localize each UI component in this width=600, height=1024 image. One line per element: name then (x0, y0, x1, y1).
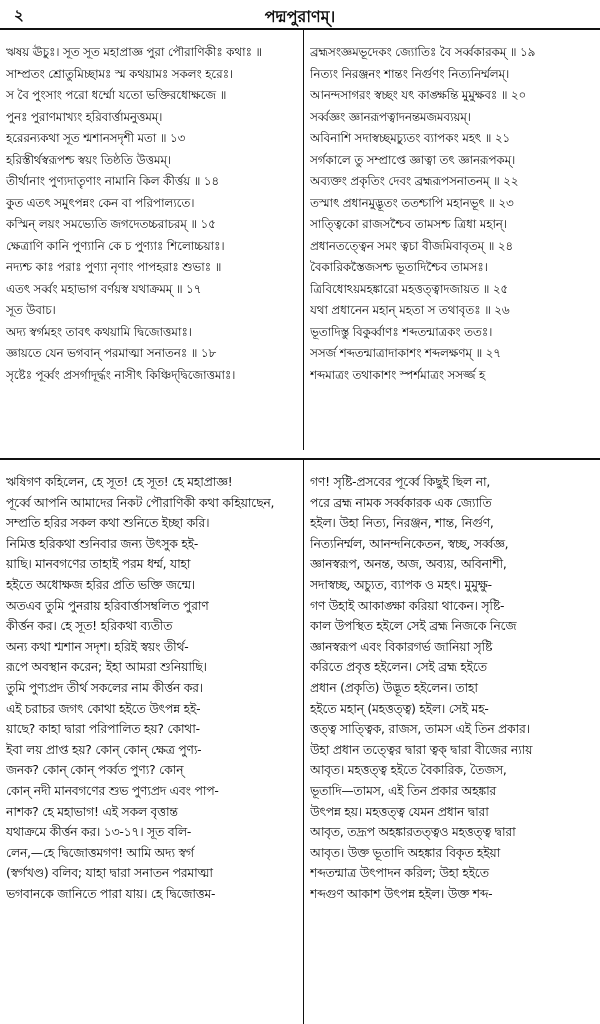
translation-line: এই চরাচর জগৎ কোথা হইতে উৎপন্ন হই- (6, 701, 201, 716)
translation-line: নিমিত্ত হরিকথা শুনিবার জন্য উৎসুক হই- (6, 536, 199, 551)
column-divider-bottom (303, 460, 304, 1024)
verse-line: যথা প্রধানেন মহান্‌ মহতা স তথাবৃতঃ ॥ ২৬ (310, 303, 510, 317)
verse-line: কুত এতৎ সমুৎপন্নং কেন বা পরিপাল্যতে। (6, 195, 195, 210)
translation-line: নিত্যনির্ম্মল, আনন্দনিকেতন, স্বচ্ছ, সর্ব্বজ্ঞ, (310, 536, 509, 551)
translation-line: প্রধান (প্রকৃতি) উদ্ভূত হইলেন। তাহা (310, 680, 478, 695)
verse-line: ঋষয় ঊচুঃ। সূত সূত মহাপ্রাজ্ঞ পুরা পৌরাণিকীঃ কথাঃ ॥ (6, 45, 263, 59)
translation-line: উৎপন্ন হয়। মহত্তত্ত্ব যেমন প্রধান দ্বারা (310, 804, 489, 819)
translation-line: য়াছে? কাহা দ্বারা পরিপালিত হয়? কোথা- (6, 722, 200, 737)
translation-line: অতএব তুমি পুনরায় হরিবার্ত্তাসম্বলিত পুরাণ (6, 598, 209, 613)
section-rule (0, 458, 600, 460)
verse-line: অদ্য স্বর্গমহং তাবৎ কথয়ামি দ্বিজোত্তমাঃ। (6, 324, 192, 339)
bengali-left-column (6, 472, 298, 904)
page-header (0, 0, 600, 30)
translation-line: কাল উপস্থিত হইলে সেই ব্রহ্ম নিজকে নিজে (310, 619, 517, 634)
verse-line: হরিস্তীর্থস্বরূপশ্চ স্বয়ং তিষ্ঠতি উত্তমম্‌। (6, 152, 171, 167)
verse-line: স বৈ পুংসাং পরো ধর্ম্মো যতো ভক্তিরধোক্ষজে ॥ (6, 88, 227, 102)
column-divider-top (303, 30, 304, 450)
sanskrit-left-column (6, 42, 298, 386)
translation-line: ঋষিগণ কহিলেন, হে সূত! হে সূত! হে মহাপ্রাজ্ঞ! (6, 475, 233, 489)
verse-line: বৈকারিকস্তৈজসশ্চ ভূতাদিশ্চৈব তামসঃ। (310, 260, 488, 274)
verse-line: হরেরন্যকথা সূত শ্মশানসদৃশী মতা ॥ ১৩ (6, 131, 186, 145)
translation-line: রূপে অবস্থান করেন; ইহা আমরা শুনিয়াছি। (6, 660, 207, 675)
verse-line: পুনঃ পুরাণমাখ্যং হরিবার্ত্তামনুত্তমম্‌। (6, 109, 163, 124)
translation-line: গণ উহাই আকাঙ্ক্ষা করিয়া থাকেন। সৃষ্টি- (310, 598, 505, 613)
verse-line: সৃষ্টেঃ পূর্ব্বং প্রসর্গাদূর্দ্ধং নাসীৎ কিঞ্চিদ্‌দ্বিজোত্তমাঃ। (6, 367, 236, 382)
verse-line: সাত্ত্বিকো রাজসশ্চৈব তামসশ্চ ত্রিধা মহান্‌। (310, 217, 507, 231)
verse-line: ভূতাদিস্তু বিকুর্ব্বাণঃ শব্দতন্মাত্রকং ততঃ। (310, 324, 493, 339)
translation-line: আবৃত, তদ্রূপ অহঙ্কারতত্ত্বও মহত্তত্ত্ব দ্বারা (310, 825, 516, 840)
translation-line: পরে ব্রহ্ম নামক সর্ব্বকারক এক জ্যোতি (310, 495, 492, 510)
translation-line: হইতে মহান্‌ (মহত্তত্ত্ব) হইল। সেই মহ- (310, 701, 489, 716)
translation-line: ভূতাদি—তামস, এই তিন প্রকার অহঙ্কার (310, 783, 496, 798)
page-number: ২ (14, 6, 24, 24)
bengali-right-column (310, 472, 596, 904)
translation-line: লেন,—হে দ্বিজোত্তমগণ! আমি অদ্য স্বর্গ (6, 845, 194, 860)
translation-line: সদাস্বচ্ছ, অচ্যুত, ব্যাপক ও মহৎ। মুমুক্ষু- (310, 577, 492, 592)
translation-line: জনক? কোন্‌ কোন্‌ পর্ব্বত পুণ্য? কোন্‌ (6, 763, 184, 778)
translation-line: সম্প্রতি হরির সকল কথা শুনিতে ইচ্ছা করি। (6, 516, 210, 531)
translation-line: আবৃত। মহত্তত্ত্ব হইতে বৈকারিক, তৈজস, (310, 763, 507, 778)
translation-line: হইল। উহা নিত্য, নিরঞ্জন, শান্ত, নির্গুণ, (310, 516, 494, 531)
translation-line: করিতে প্রবৃত্ত হইলেন। সেই ব্রহ্ম হইতে (310, 660, 487, 675)
verse-line: তীর্থানাং পুণ্যদাতৄণাং নামানি কিল কীর্ত্তয় ॥ ১৪ (6, 174, 219, 188)
translation-line: ভগবানকে জানিতে পারা যায়। হে দ্বিজোত্তম- (6, 886, 216, 901)
verse-line: তস্মাৎ প্রধানমুদ্ভূতং ততশ্চাপি মহানভূৎ ॥ ২৩ (310, 195, 514, 210)
translation-line: উহা প্রধান তত্ত্বের দ্বারা ত্বক্‌ দ্বারা বীজের ন্যায় (310, 742, 533, 757)
translation-line: নাশক? হে মহাভাগ! এই সকল বৃত্তান্ত (6, 804, 178, 819)
verse-line: সর্গকালে তু সম্প্রাপ্তে জ্ঞাত্বা তৎ জ্ঞানরূপকম্‌। (310, 152, 516, 167)
verse-line: ত্রিবিধোঽয়মহঙ্কারো মহত্তত্ত্বাদজায়ত ॥ ২৫ (310, 281, 509, 296)
page-title: পদ্মপুরাণম্‌। (264, 7, 336, 26)
verse-line: অবিনাশি সদাস্বচ্ছমচ্যুতং ব্যাপকং মহৎ ॥ ২১ (310, 131, 511, 145)
verse-line: কস্মিন্‌ লয়ং সমভ্যেতি জগদেতচ্চরাচরম্‌ ॥ ১৫ (6, 217, 216, 231)
verse-line: সাম্প্রতং শ্রোতুমিচ্ছামঃ স্ম কথয়ামঃ সকলং হরেঃ। (6, 66, 234, 81)
translation-line: ত্তত্ত্ব সাত্ত্বিক, রাজস, তামস এই তিন প্রকার। (310, 722, 530, 737)
translation-line: আবৃত। উক্ত ভূতাদি অহঙ্কার বিকৃত হইয়া (310, 845, 501, 860)
verse-line: শব্দমাত্রং তথাকাশং স্পর্শমাত্রং সসর্জ্জ হ (310, 367, 486, 382)
verse-line: অব্যক্তং প্রকৃতিং দেবং ব্রহ্মরূপসনাতনম্‌ ॥ ২২ (310, 174, 519, 188)
translation-line: অন্য কথা শ্মশান সদৃশ। হরিই স্বয়ং তীর্থ- (6, 639, 189, 654)
translation-line: য়াছি। মানবগণের তাহাই পরম ধর্ম্ম, যাহা (6, 557, 191, 572)
verse-line: সূত উবাচ। (6, 303, 56, 317)
translation-line: গণ! সৃষ্টি-প্রসবের পূর্ব্বে কিছুই ছিল না, (310, 475, 491, 489)
translation-line: (স্বর্গখণ্ড) বলিব; যাহা দ্বারা সনাতন পরমাত্মা (6, 866, 213, 881)
translation-line: ইবা লয় প্রাপ্ত হয়? কোন্‌ কোন্‌ ক্ষেত্র পুণ্য- (6, 742, 202, 757)
verse-line: ব্রহ্মসংজ্ঞমভূদেকং জ্যোতিঃ বৈ সর্ব্বকারকম্‌ ॥ ১৯ (310, 45, 536, 59)
verse-line: আনন্দসাগরং স্বচ্ছং যৎ কাঙ্ক্ষন্তি মুমুক্ষবঃ ॥ ২০ (310, 88, 527, 102)
verse-line: প্রধানতত্ত্বেন সমং ত্বচা বীজমিবাবৃতম্‌ ॥ ২৪ (310, 238, 513, 253)
translation-line: পূর্ব্বে আপনি আমাদের নিকট পৌরাণিকী কথা কহিয়াছেন, (6, 495, 275, 510)
verse-line: নিত্যং নিরঞ্জনং শান্তং নির্গুণং নিত্যনির্ম্মলম্‌। (310, 66, 510, 81)
translation-line: শব্দতন্মাত্র উৎপাদন করিল; উহা হইতে (310, 866, 489, 881)
translation-line: তুমি পুণ্যপ্রদ তীর্থ সকলের নাম কীর্ত্তন কর। (6, 680, 203, 695)
verse-line: সসর্জ শব্দতন্মাত্রাদাকাশং শব্দলক্ষণম্‌ ॥ ২৭ (310, 346, 501, 360)
translation-line: শব্দগুণ আকাশ উৎপন্ন হইল। উক্ত শব্দ- (310, 886, 493, 901)
verse-line: জ্ঞায়তে যেন ভগবান্‌ পরমাত্মা সনাতনঃ ॥ ১৮ (6, 346, 217, 360)
verse-line: নদ্যশ্চ কাঃ পরাঃ পুণ্যা নৃণাং পাপহরাঃ শুভাঃ ॥ (6, 260, 222, 274)
translation-line: হইতে অধোক্ষজ হরির প্রতি ভক্তি জন্মে। (6, 577, 195, 592)
translation-line: কোন্‌ নদী মানবগণের শুভ পুণ্যপ্রদ এবং পাপ- (6, 783, 219, 798)
translation-line: যথাক্রমে কীর্ত্তন কর। ১৩-১৭। সূত বলি- (6, 825, 192, 840)
sanskrit-right-column (310, 42, 596, 386)
verse-line: ক্ষেত্রাণি কানি পুণ্যানি কে চ পুণ্যাঃ শিলোচ্চয়াঃ। (6, 238, 225, 253)
verse-line: সর্ব্বজ্ঞং জ্ঞানরূপত্বাদনন্তমজমব্যয়ম্‌। (310, 109, 471, 124)
header-rule (0, 28, 600, 30)
verse-line: এতৎ সর্ব্বং মহাভাগ বর্ণয়স্ব যথাক্রমম্‌ ॥ ১৭ (6, 281, 202, 296)
translation-line: কীর্ত্তন কর। হে সূত! হরিকথা ব্যতীত (6, 619, 173, 634)
translation-line: জ্ঞানস্বরূপ, অনন্ত, অজ, অব্যয়, অবিনাশী, (310, 557, 507, 572)
translation-line: জ্ঞানস্বরূপ এবং বিকারগর্ভ জানিয়া সৃষ্টি (310, 639, 493, 654)
